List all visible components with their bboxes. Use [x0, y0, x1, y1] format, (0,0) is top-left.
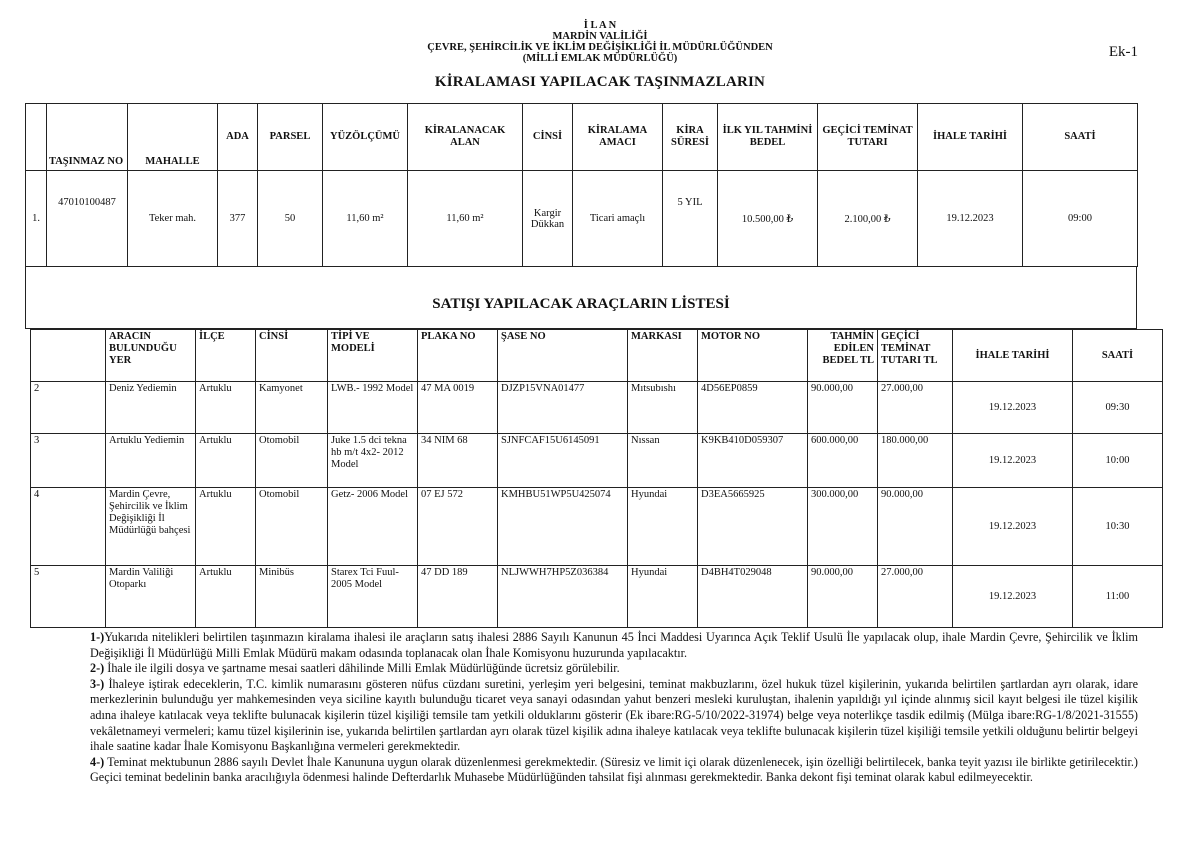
- header-mudurluk: ÇEVRE, ŞEHİRCİLİK VE İKLİM DEĞİŞİKLİĞİ İL MÜDÜRLÜĞÜNDEN: [427, 42, 773, 53]
- brand: Nıssan: [628, 434, 698, 488]
- rental-area: 11,60 m²: [408, 171, 523, 267]
- note-label: 3-): [90, 676, 105, 691]
- col-header: ŞASE NO: [498, 330, 628, 382]
- neighborhood: Teker mah.: [128, 171, 218, 267]
- note-text: İhale ile ilgili dosya ve şartname mesai saatleri dâhilinde Milli Emlak Müdürlüğünde ücretsiz görülebilir.: [107, 661, 620, 676]
- chassis-number: NLJWWH7HP5Z036384: [498, 566, 628, 628]
- temporary-guarantee: 180.000,00: [878, 434, 953, 488]
- col-header: CİNSİ: [256, 330, 328, 382]
- parcel-number: 50: [258, 171, 323, 267]
- col-header: MOTOR NO: [698, 330, 808, 382]
- col-header: İHALE TARİHİ: [918, 104, 1023, 171]
- plate-number: 07 EJ 572: [418, 488, 498, 566]
- vehicle-model: LWB.- 1992 Model: [328, 382, 418, 434]
- tender-date: 19.12.2023: [918, 171, 1023, 267]
- rental-table: [25, 103, 1138, 267]
- vehicle-model: Starex Tci Fuul- 2005 Model: [328, 566, 418, 628]
- note-text: İhaleye iştirak edeceklerin, T.C. kimlik numarasını gösteren nüfus cüzdanı suretini, yerleşim yeri belgesini, teminat makbuzlarını, özel hukuk tüzel kişilerinin, yukarıda belirtilen şartlardan ayrı olarak, idare merkezlerinin bulunduğu yer mahkemesinden veya siciline kayıtlı bulunduğu ticaret veya sanayi odasından yahut benzeri mesleki kuruluştan, ihalenin yapıldığı yıl içinde alınmış sicil kayıt belgesi ile tüzel kişilik adına ihaleye katılacak veya teklifte bulunacak kişilerin tüzel kişiliği temsile tam yetkili olduklarını gösterir (Ek ibare:RG-5/10/2022-31974) belge veya noterlikçe tasdik edilmiş (Mülga ibare:RG-1/8/2021-31555) vekâletnameyi vermeleri; kamu tüzel kişilerinin ise, yukarıda belirtilen şartlardan ayrı olarak tüzel kişilik adına ihaleye katılacak veya teklifte bulunacak kişilerin tüzel kişiliği temsile yetkili olduğunu belirtir belgeyi ihale saatine kadar İhale Komisyonu Başkanlığına vermeleri gerekmektedir.: [90, 676, 1139, 754]
- plate-number: 47 MA 0019: [418, 382, 498, 434]
- col-header: GEÇİCİ TEMİNAT TUTARI TL: [878, 330, 953, 382]
- temporary-guarantee: 90.000,00: [878, 488, 953, 566]
- district: Artuklu: [196, 434, 256, 488]
- header-milli-emlak: (MİLLİ EMLAK MÜDÜRLÜĞÜ): [522, 53, 678, 64]
- table-row: [26, 171, 1138, 267]
- note-4: [90, 755, 1138, 786]
- note-label: 1-): [90, 630, 105, 644]
- note-label: 2-): [90, 661, 105, 676]
- col-header: [26, 104, 47, 171]
- tender-date: 19.12.2023: [953, 566, 1073, 628]
- property-number: 47010100487: [47, 171, 128, 267]
- district: Artuklu: [196, 382, 256, 434]
- col-header: MARKASI: [628, 330, 698, 382]
- vehicle-header-row: [31, 330, 1163, 382]
- col-header: KİRALAMA AMACI: [573, 104, 663, 171]
- table-row: [31, 566, 1163, 628]
- col-header: KİRALANACAK ALAN: [408, 104, 523, 171]
- row-number: 5: [31, 566, 106, 628]
- tender-time: 09:00: [1023, 171, 1138, 267]
- tender-date: 19.12.2023: [953, 488, 1073, 566]
- annex-label: Ek-1: [1108, 44, 1138, 60]
- col-header: [31, 330, 106, 382]
- brand: Hyundai: [628, 488, 698, 566]
- tender-time: 09:30: [1073, 382, 1163, 434]
- district: Artuklu: [196, 488, 256, 566]
- tender-time: 11:00: [1073, 566, 1163, 628]
- row-number: 1.: [26, 171, 47, 267]
- estimated-price: 600.000,00: [808, 434, 878, 488]
- plate-number: 47 DD 189: [418, 566, 498, 628]
- header-ilan: İ L A N: [583, 20, 617, 31]
- engine-number: 4D56EP0859: [698, 382, 808, 434]
- col-header: MAHALLE: [128, 104, 218, 171]
- sale-section-box: [25, 266, 1137, 329]
- block-number: 377: [218, 171, 258, 267]
- note-label: 4-): [90, 754, 105, 769]
- estimated-price: 300.000,00: [808, 488, 878, 566]
- engine-number: K9KB410D059307: [698, 434, 808, 488]
- sale-section-title: SATIŞI YAPILACAK ARAÇLARIN LİSTESİ: [432, 296, 730, 312]
- vehicle-table: [30, 329, 1163, 628]
- tender-time: 10:30: [1073, 488, 1163, 566]
- col-header: TAHMİN EDİLEN BEDEL TL: [808, 330, 878, 382]
- chassis-number: SJNFCAF15U6145091: [498, 434, 628, 488]
- col-header: SAATİ: [1073, 330, 1163, 382]
- engine-number: D4BH4T029048: [698, 566, 808, 628]
- col-header: ARACIN BULUNDUĞU YER: [106, 330, 196, 382]
- estimated-price: 90.000,00: [808, 382, 878, 434]
- brand: Mıtsubıshı: [628, 382, 698, 434]
- rental-duration: 5 YIL: [663, 171, 718, 267]
- note-3: [90, 677, 1138, 755]
- col-header: KİRA SÜRESİ: [663, 104, 718, 171]
- col-header: SAATİ: [1023, 104, 1138, 171]
- col-header: İLÇE: [196, 330, 256, 382]
- col-header: PLAKA NO: [418, 330, 498, 382]
- chassis-number: KMHBU51WP5U425074: [498, 488, 628, 566]
- area: 11,60 m²: [323, 171, 408, 267]
- vehicle-location: Deniz Yediemin: [106, 382, 196, 434]
- note-text: Yukarıda nitelikleri belirtilen taşınmazın kiralama ihalesi ile araçların satış ihalesi 2886 Sayılı Kanunun 45 İnci Maddesi Uyarınca Açık Teklif Usulü İle yapılacak olup, ihale Mardin Çevre, Şehircilik ve İklim Değişikliği İl Müdürlüğü Milli Emlak Müdürü makam odasında toplanacak olan İhale Komisyonu huzurunda yapılacaktır.: [90, 630, 1138, 660]
- vehicle-location: Mardin Çevre, Şehircilik ve İklim Değişikliği İl Müdürlüğü bahçesi: [106, 488, 196, 566]
- row-number: 2: [31, 382, 106, 434]
- tender-time: 10:00: [1073, 434, 1163, 488]
- vehicle-type: Otomobil: [256, 434, 328, 488]
- temporary-guarantee: 27.000,00: [878, 566, 953, 628]
- row-number: 4: [31, 488, 106, 566]
- note-text: Teminat mektubunun 2886 sayılı Devlet İhale Kanununa uygun olarak düzenlenmesi gerekmektedir. (Süresiz ve limit içi olarak düzenlenecek, işin özelliği belirtilecek, banka teyit yazısı ile birlikte getirilecektir.) Geçici teminat bedelinin banka aracılığıyla ödenmesi halinde Defterdarlık Muhasebe Müdürlüğünden tahsilat fişi alınması gerekmektedir. Banka dekont fişi teminat olarak kabul edilmeyecektir.: [90, 754, 1138, 785]
- district: Artuklu: [196, 566, 256, 628]
- chassis-number: DJZP15VNA01477: [498, 382, 628, 434]
- vehicle-type: Kamyonet: [256, 382, 328, 434]
- col-header: CİNSİ: [523, 104, 573, 171]
- col-header: TAŞINMAZ NO: [47, 104, 128, 171]
- rental-header-row: [26, 104, 1138, 171]
- brand: Hyundai: [628, 566, 698, 628]
- vehicle-model: Getz- 2006 Model: [328, 488, 418, 566]
- col-header: GEÇİCİ TEMİNAT TUTARI: [818, 104, 918, 171]
- plate-number: 34 NIM 68: [418, 434, 498, 488]
- notes-section: [90, 630, 1138, 786]
- document-title: KİRALAMASI YAPILACAK TAŞINMAZLARIN: [434, 74, 766, 90]
- table-row: [31, 488, 1163, 566]
- note-1: [90, 630, 1138, 661]
- table-row: [31, 382, 1163, 434]
- col-header: İLK YIL TAHMİNİ BEDEL: [718, 104, 818, 171]
- table-row: [31, 434, 1163, 488]
- header-valilik: MARDİN VALİLİĞİ: [552, 31, 648, 42]
- engine-number: D3EA5665925: [698, 488, 808, 566]
- col-header: TİPİ VE MODELİ: [328, 330, 418, 382]
- note-2: [90, 661, 1138, 677]
- property-type: Kargir Dükkan: [523, 171, 573, 267]
- vehicle-location: Artuklu Yediemin: [106, 434, 196, 488]
- row-number: 3: [31, 434, 106, 488]
- temporary-guarantee: 27.000,00: [878, 382, 953, 434]
- vehicle-type: Minibüs: [256, 566, 328, 628]
- col-header: YÜZÖLÇÜMÜ: [323, 104, 408, 171]
- col-header: PARSEL: [258, 104, 323, 171]
- vehicle-model: Juke 1.5 dci tekna hb m/t 4x2- 2012 Model: [328, 434, 418, 488]
- col-header: ADA: [218, 104, 258, 171]
- temporary-guarantee: 2.100,00 ₺: [818, 171, 918, 267]
- estimated-price: 90.000,00: [808, 566, 878, 628]
- first-year-price: 10.500,00 ₺: [718, 171, 818, 267]
- tender-date: 19.12.2023: [953, 434, 1073, 488]
- vehicle-location: Mardin Valiliği Otoparkı: [106, 566, 196, 628]
- col-header: İHALE TARİHİ: [953, 330, 1073, 382]
- vehicle-type: Otomobil: [256, 488, 328, 566]
- tender-date: 19.12.2023: [953, 382, 1073, 434]
- rental-purpose: Ticari amaçlı: [573, 171, 663, 267]
